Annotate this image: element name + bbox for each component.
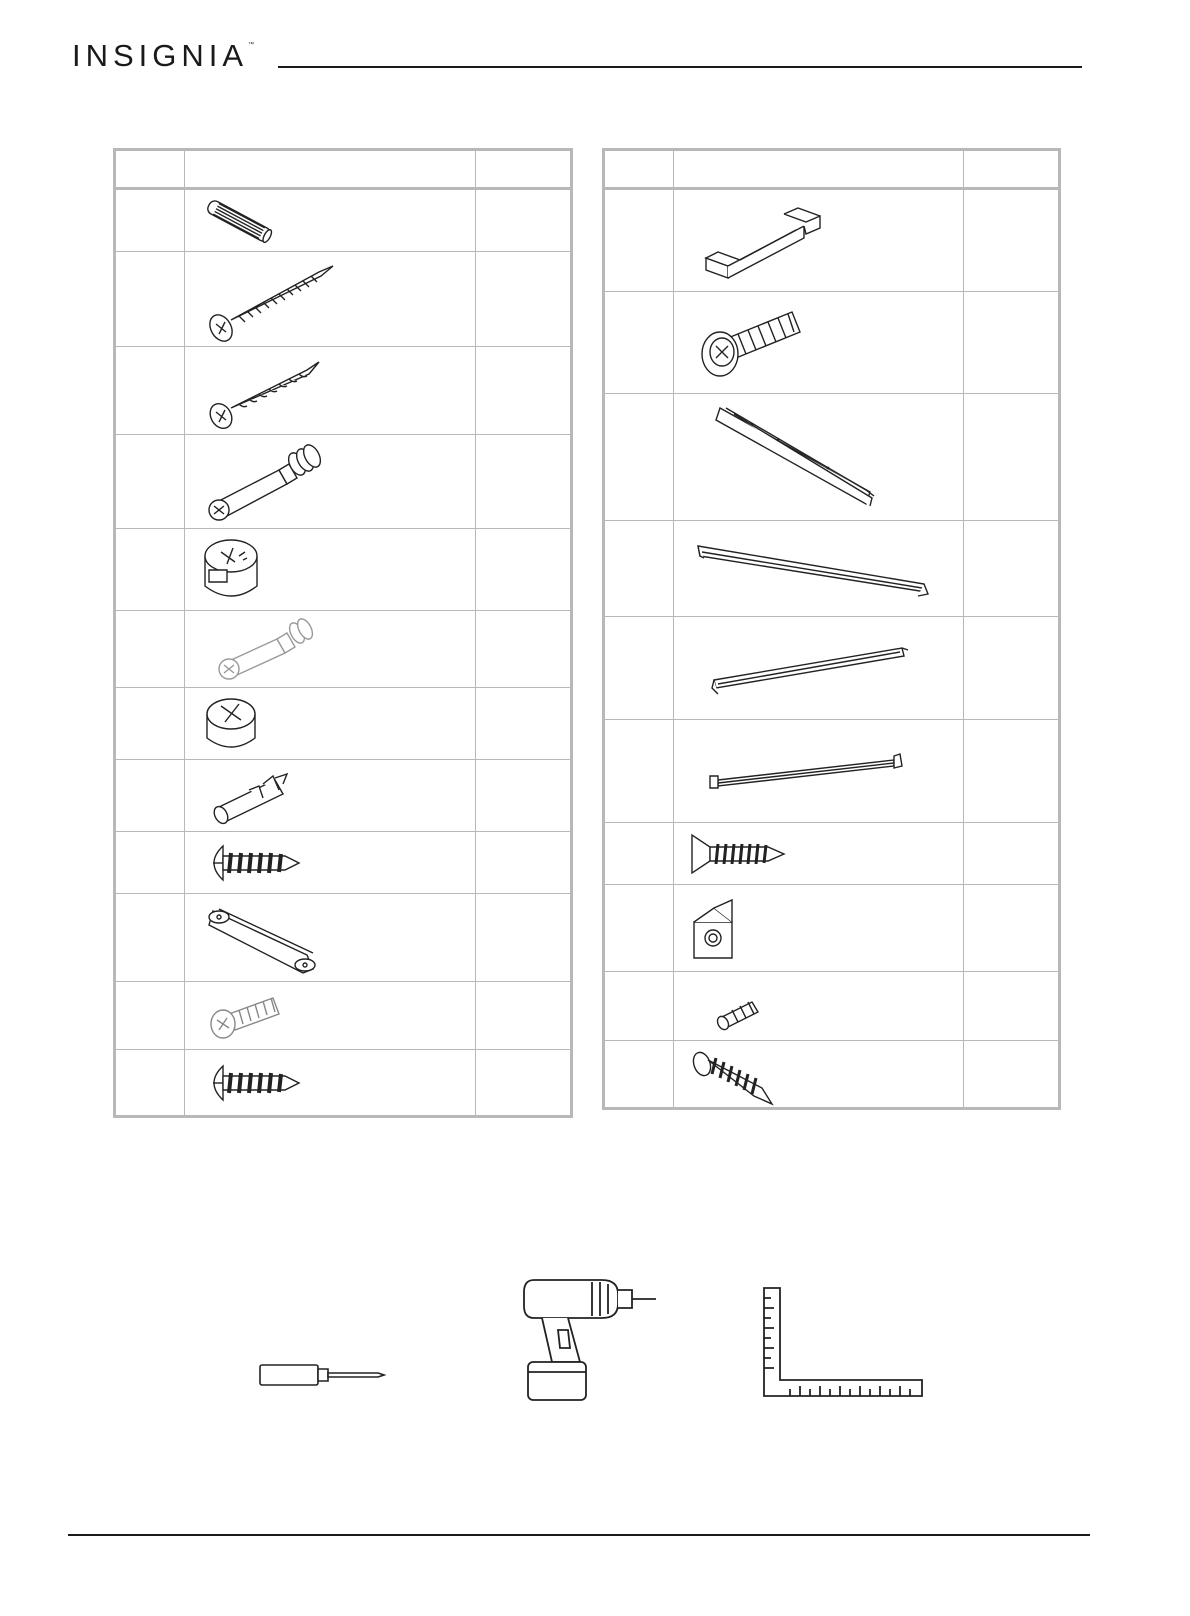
table-row bbox=[115, 435, 572, 529]
table-row bbox=[115, 982, 572, 1050]
table-row bbox=[604, 823, 1060, 885]
header-item-cell bbox=[185, 150, 476, 189]
table-row bbox=[115, 529, 572, 611]
table-row bbox=[604, 617, 1060, 720]
drawer-slide-long-icon bbox=[688, 534, 938, 604]
header-qty-cell bbox=[476, 150, 572, 189]
table-row bbox=[115, 189, 572, 252]
header-qty-cell bbox=[964, 150, 1060, 189]
wood-dowel-icon bbox=[199, 194, 289, 248]
hardware-table-left bbox=[113, 148, 573, 1118]
header-item-cell bbox=[674, 150, 964, 189]
hardware-table-right bbox=[602, 148, 1061, 1110]
table-row bbox=[604, 720, 1060, 823]
power-drill-icon bbox=[522, 1278, 662, 1402]
l-rail-long-icon bbox=[688, 400, 878, 514]
table-row bbox=[604, 394, 1060, 521]
machine-screw-icon bbox=[199, 986, 299, 1046]
table-row bbox=[604, 885, 1060, 972]
slide-rail-icon bbox=[688, 736, 908, 806]
drawer-slide-short-icon bbox=[688, 628, 908, 708]
corner-bracket-icon bbox=[688, 890, 758, 966]
cam-lock-icon bbox=[199, 534, 299, 606]
carpenter-square-icon bbox=[762, 1286, 926, 1400]
pan-head-screw-icon bbox=[688, 1042, 788, 1106]
small-cam-lock-icon bbox=[199, 692, 299, 756]
small-anchor-icon bbox=[688, 978, 778, 1034]
brand-logo: INSIGNIA™ bbox=[72, 38, 255, 73]
truss-head-screw-icon bbox=[199, 838, 309, 888]
table-row bbox=[604, 521, 1060, 617]
drawer-handle-icon bbox=[688, 196, 838, 286]
truss-head-screw-icon bbox=[199, 1056, 309, 1110]
mounting-bracket-icon bbox=[199, 897, 329, 979]
handle-bolt-icon bbox=[688, 298, 818, 388]
short-wood-screw-icon bbox=[199, 350, 339, 432]
table-row bbox=[115, 252, 572, 347]
table-row bbox=[604, 1041, 1060, 1109]
table-row bbox=[604, 972, 1060, 1041]
small-cam-bolt-icon bbox=[199, 613, 329, 685]
header-id-cell bbox=[115, 150, 185, 189]
table-row bbox=[115, 347, 572, 435]
table-row bbox=[115, 832, 572, 894]
footer-rule bbox=[68, 1534, 1090, 1536]
flat-head-screw-icon bbox=[688, 829, 798, 879]
table-row bbox=[115, 894, 572, 982]
table-row bbox=[115, 688, 572, 760]
long-wood-screw-icon bbox=[199, 254, 339, 344]
table-row bbox=[604, 292, 1060, 394]
table-row bbox=[115, 1050, 572, 1117]
phillips-screwdriver-icon bbox=[258, 1360, 388, 1390]
header-id-cell bbox=[604, 150, 674, 189]
header-rule bbox=[278, 66, 1082, 68]
cam-bolt-icon bbox=[199, 440, 329, 524]
table-row bbox=[115, 611, 572, 688]
table-row bbox=[115, 760, 572, 832]
table-row bbox=[604, 189, 1060, 292]
wall-anchor-icon bbox=[199, 764, 309, 828]
